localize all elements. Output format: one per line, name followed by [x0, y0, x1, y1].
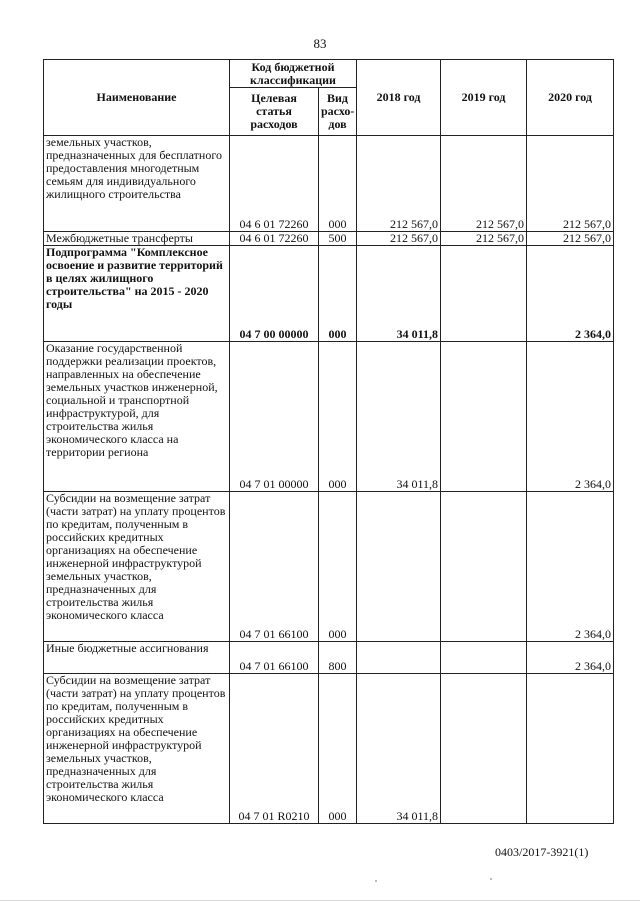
row-value-2020: 212 567,0 — [527, 232, 614, 246]
table-row — [44, 674, 614, 824]
table-row — [44, 642, 614, 674]
row-name: Субсидии на возмещение затрат (части затрат) на уплату процентов по кредитам, полученным в российских кредитных организациях на обеспечение инженерной инфраструктурой земельных участков, предназначенных для строительства жилья экономического класса — [44, 492, 230, 642]
row-target-code: 04 7 01 66100 — [230, 642, 319, 674]
row-value-2019: 212 567,0 — [441, 136, 527, 232]
row-expense-kind: 000 — [319, 246, 357, 342]
row-value-2019: 212 567,0 — [441, 232, 527, 246]
row-expense-kind: 800 — [319, 642, 357, 674]
header-2018: 2018 год — [357, 60, 441, 136]
table-row — [44, 342, 614, 492]
row-name: Межбюджетные трансферты — [44, 232, 230, 246]
row-target-code: 04 7 00 00000 — [230, 246, 319, 342]
row-value-2018: 34 011,8 — [357, 674, 441, 824]
row-value-2020: 2 364,0 — [527, 246, 614, 342]
header-2020: 2020 год — [527, 60, 614, 136]
page-number: 83 — [313, 36, 327, 51]
scan-dot — [490, 878, 492, 880]
row-value-2020: 2 364,0 — [527, 492, 614, 642]
row-value-2018: 34 011,8 — [357, 246, 441, 342]
row-value-2019 — [441, 642, 527, 674]
row-value-2020: 212 567,0 — [527, 136, 614, 232]
row-value-2020: 2 364,0 — [527, 642, 614, 674]
table-row — [44, 136, 614, 232]
table-row — [44, 232, 614, 246]
row-value-2018: 212 567,0 — [357, 136, 441, 232]
row-target-code: 04 6 01 72260 — [230, 136, 319, 232]
row-name: Иные бюджетные ассигнования — [44, 642, 230, 674]
row-name: Субсидии на возмещение затрат (части затрат) на уплату процентов по кредитам, полученным в российских кредитных организациях на обеспечение инженерной инфраструктурой земельных участков, предназначенных для строительства жилья экономического класса — [44, 674, 230, 824]
row-value-2019 — [441, 674, 527, 824]
row-expense-kind: 000 — [319, 136, 357, 232]
row-name: земельных участков, предназначенных для бесплатного предоставления многодетным семьям для индивидуального жилищного строительства — [44, 136, 230, 232]
table-row — [44, 246, 614, 342]
row-target-code: 04 6 01 72260 — [230, 232, 319, 246]
row-target-code: 04 7 01 00000 — [230, 342, 319, 492]
row-value-2020: 2 364,0 — [527, 342, 614, 492]
header-name: Наименование — [44, 60, 230, 136]
budget-table — [43, 59, 614, 824]
row-target-code: 04 7 01 66100 — [230, 492, 319, 642]
row-expense-kind: 000 — [319, 492, 357, 642]
row-target-code: 04 7 01 R0210 — [230, 674, 319, 824]
row-name: Оказание государственной поддержки реализации проектов, направленных на обеспечение земельных участков инженерной, социальной и транспортной инфраструктурой, для строительства жилья экономического класса на территории региона — [44, 342, 230, 492]
row-value-2018 — [357, 492, 441, 642]
header-target: Целевая статья расходов — [230, 88, 319, 136]
scan-dot — [375, 880, 377, 882]
header-2019: 2019 год — [441, 60, 527, 136]
header-code-group: Код бюджетной классификации — [230, 60, 357, 88]
scan-edge-line — [0, 900, 640, 901]
row-value-2018: 212 567,0 — [357, 232, 441, 246]
row-value-2019 — [441, 492, 527, 642]
table-row — [44, 492, 614, 642]
row-value-2020 — [527, 674, 614, 824]
row-value-2018 — [357, 642, 441, 674]
row-value-2019 — [441, 342, 527, 492]
header-kind: Вид расхо-дов — [319, 88, 357, 136]
row-value-2018: 34 011,8 — [357, 342, 441, 492]
document-code: 0403/2017-3921(1) — [495, 845, 589, 859]
row-value-2019 — [441, 246, 527, 342]
row-expense-kind: 000 — [319, 342, 357, 492]
row-expense-kind: 000 — [319, 674, 357, 824]
row-name: Подпрограмма "Комплексное освоение и развитие территорий в целях жилищного строительства" на 2015 - 2020 годы — [44, 246, 230, 342]
row-expense-kind: 500 — [319, 232, 357, 246]
